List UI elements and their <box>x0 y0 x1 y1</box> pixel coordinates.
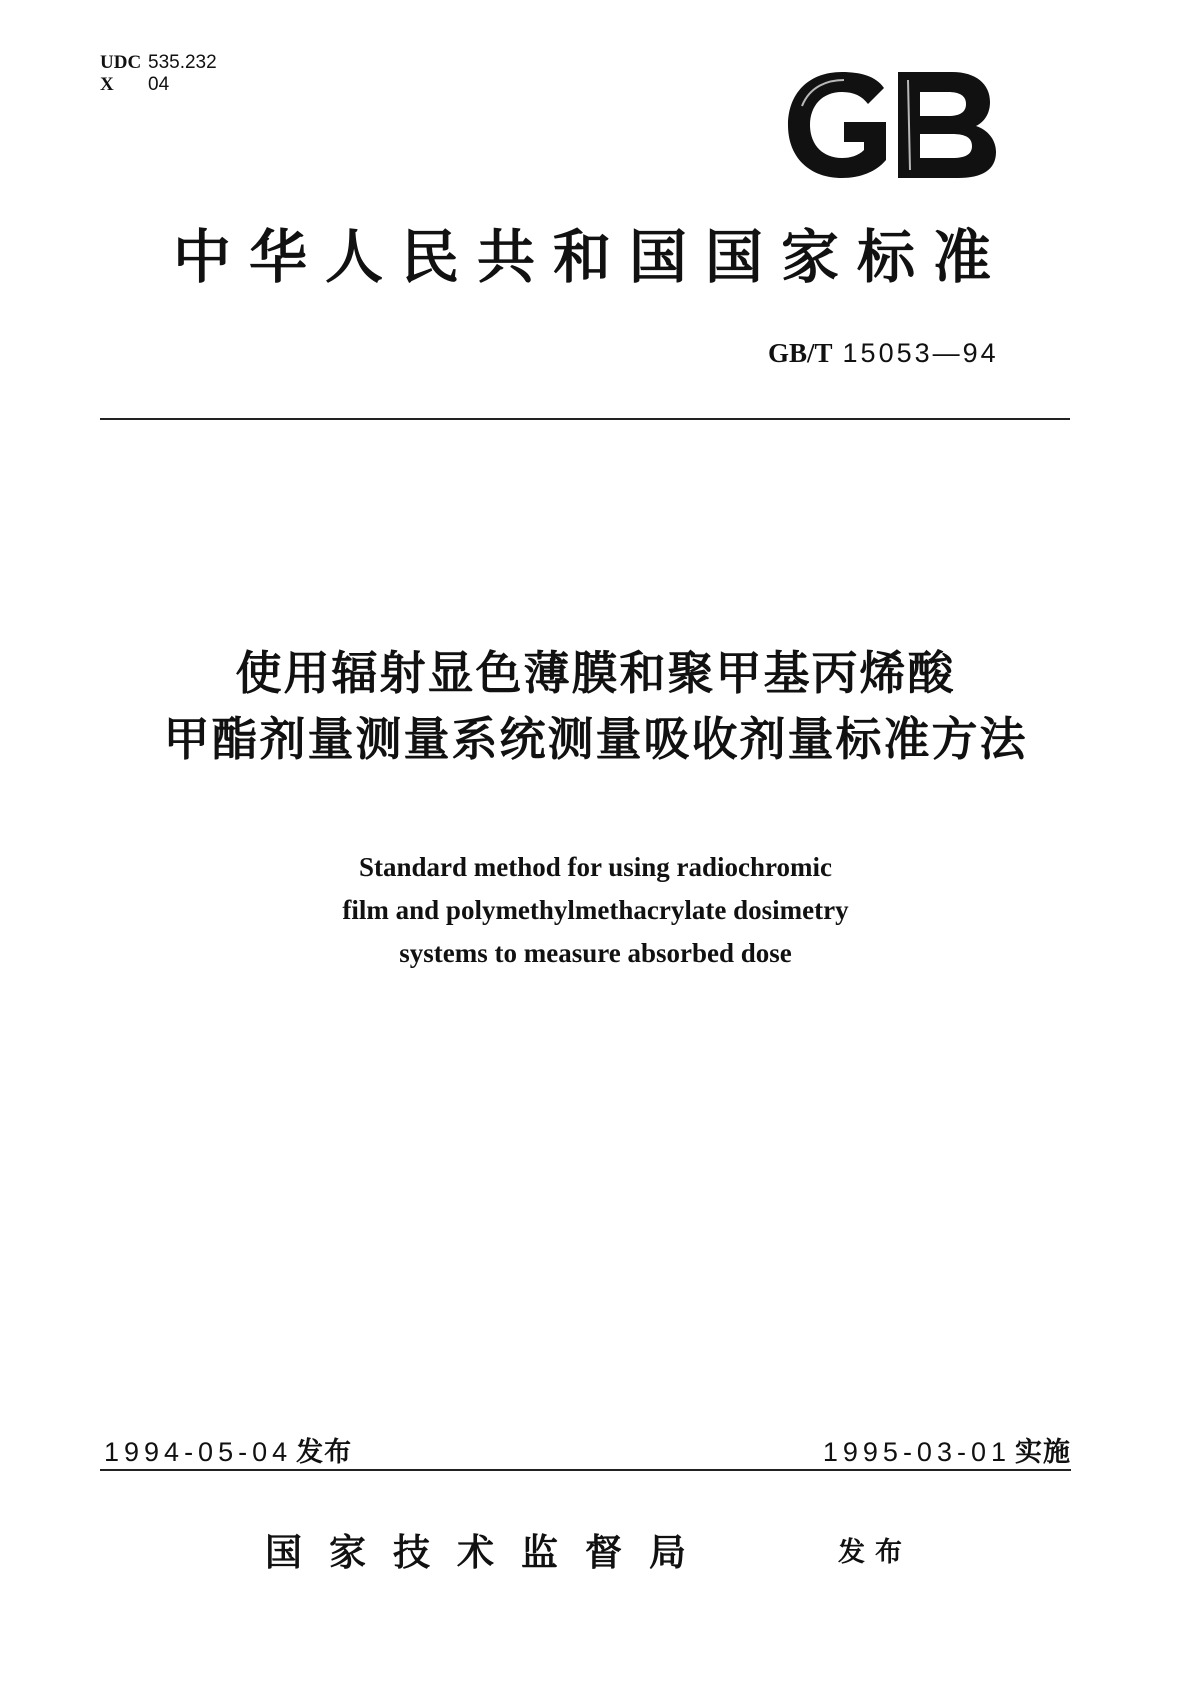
english-title-line3: systems to measure absorbed dose <box>399 938 792 968</box>
chinese-title-line1: 使用辐射显色薄膜和聚甲基丙烯酸 <box>235 646 956 700</box>
standard-code <box>768 338 999 369</box>
issue-date-block <box>104 1430 352 1469</box>
header-divider <box>100 418 1070 420</box>
issued-label: 发布 <box>838 1537 912 1568</box>
gb-logo <box>780 66 1006 184</box>
footer-divider <box>100 1469 1071 1471</box>
issue-label: 发布 <box>296 1437 353 1468</box>
logo-g-shape <box>788 72 886 178</box>
code-prefix: GB/T <box>768 338 833 368</box>
effective-date-block <box>823 1430 1071 1469</box>
standard-type-heading: 中华人民共和国国家标准 <box>172 223 1009 291</box>
issuing-authority: 国家技术监督局 <box>265 1531 713 1574</box>
code-number: 15053—94 <box>842 338 999 368</box>
classification-block <box>100 52 217 96</box>
x-label: X <box>100 74 114 95</box>
x-value: 04 <box>148 74 170 95</box>
issue-date: 1994-05-04 <box>104 1437 293 1467</box>
english-title <box>160 846 1031 975</box>
effective-date: 1995-03-01 <box>822 1437 1011 1467</box>
effective-label: 实施 <box>1015 1437 1071 1468</box>
udc-label: UDC <box>100 52 142 73</box>
chinese-title-line2: 甲酯剂量测量系统测量吸收剂量标准方法 <box>163 712 1028 766</box>
chinese-title <box>60 640 1131 772</box>
logo-b-shape <box>898 72 996 178</box>
x-row <box>100 74 217 96</box>
english-title-line1: Standard method for using radiochromic <box>358 852 833 882</box>
udc-row <box>100 52 217 74</box>
english-title-line2: film and polymethylmethacrylate dosimetry <box>342 895 849 925</box>
udc-value: 535.232 <box>148 52 217 73</box>
